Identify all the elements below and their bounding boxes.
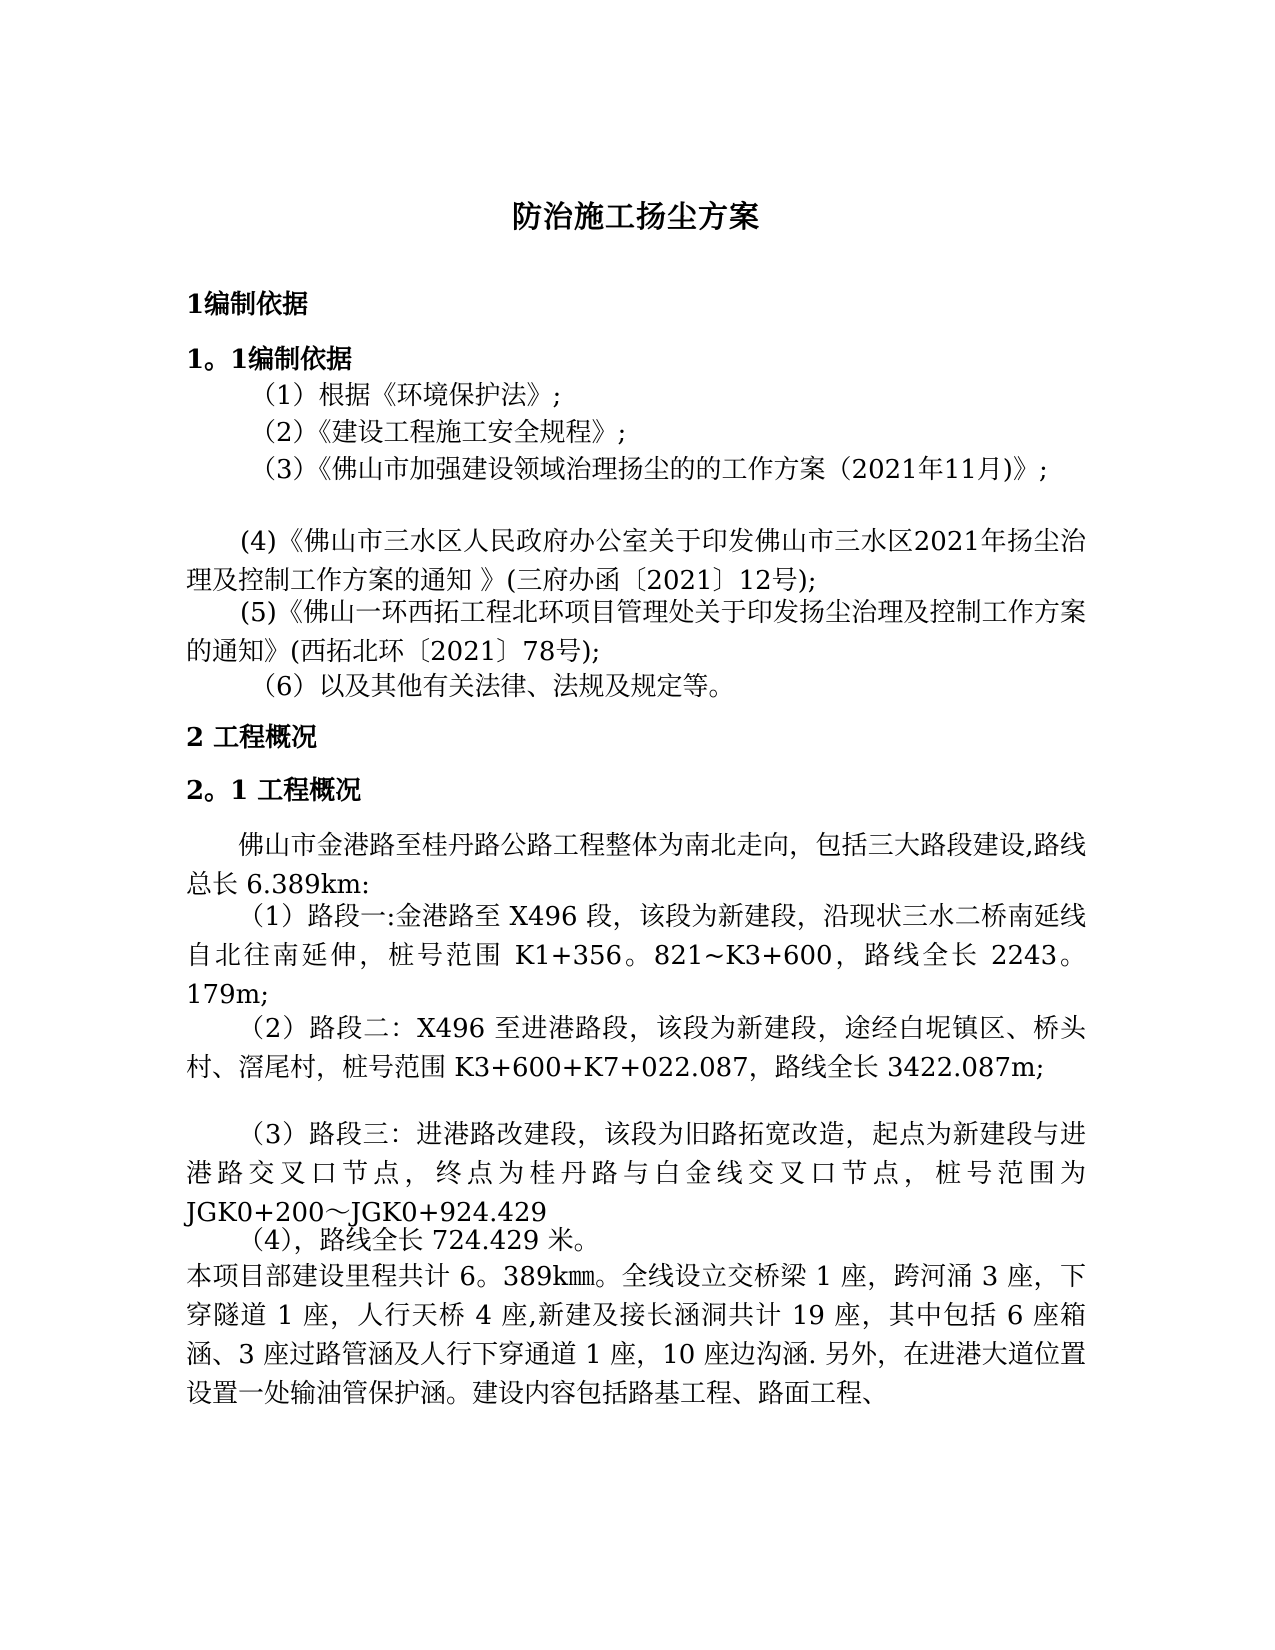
document-title: 防治施工扬尘方案: [512, 200, 760, 235]
document-page: [186, 0, 1086, 1650]
basis-item-4: (4)《佛山市三水区人民政府办公室关于印发佛山市三水区2021年扬尘治理及控制工作方案的通知 》(三府办函〔2021〕12号);: [186, 527, 1086, 596]
basis-item-3: （3）《佛山市加强建设领域治理扬尘的的工作方案（2021年11月)》;: [250, 455, 1048, 485]
subsection-heading-2-1: 2。1 工程概况: [186, 776, 362, 806]
overview-segment-1: （1）路段一:金港路至 X496 段，该段为新建段，沿现状三水二桥南延线自北往南延伸，桩号范围 K1+356。821~K3+600，路线全长 2243。179m;: [186, 902, 1086, 1010]
section-heading-2: 2 工程概况: [186, 723, 318, 753]
overview-segment-2: （2）路段二：X496 至进港路段，该段为新建段，途经白坭镇区、桥头村、滘尾村，桩号范围 K3+600+K7+022.087，路线全长 3422.087m;: [186, 1014, 1086, 1083]
overview-segment-4: （4），路线全长 724.429 米。: [238, 1226, 600, 1256]
section-heading-1: 1编制依据: [186, 290, 309, 320]
basis-item-1: （1）根据《环境保护法》;: [250, 381, 562, 411]
overview-intro: 佛山市金港路至桂丹路公路工程整体为南北走向，包括三大路段建设,路线总长 6.389km:: [186, 831, 1086, 900]
overview-segment-3: （3）路段三：进港路改建段，该段为旧路拓宽改造，起点为新建段与进港路交叉口节点，终点为桂丹路与白金线交叉口节点，桩号范围为 JGK0+200～JGK0+924.429: [186, 1120, 1086, 1228]
subsection-heading-1-1: 1。1编制依据: [186, 345, 353, 375]
basis-item-2: （2）《建设工程施工安全规程》;: [250, 418, 627, 448]
basis-item-6: （6）以及其他有关法律、法规及规定等。: [250, 672, 735, 702]
overview-summary: 本项目部建设里程共计 6。389k㎜。全线设立交桥梁 1 座，跨河涌 3 座，下穿隧道 1 座，人行天桥 4 座,新建及接长涵洞共计 19 座，其中包括 6 座箱涵、3 座过路管涵及人行下穿通道 1 座，10 座边沟涵. 另外，在进港大道位置设置一处输油管保护涵。建设内容包括路基工程、路面工程、: [186, 1262, 1086, 1409]
basis-item-5: (5)《佛山一环西拓工程北环项目管理处关于印发扬尘治理及控制工作方案的通知》(西拓北环〔2021〕78号);: [186, 598, 1086, 667]
